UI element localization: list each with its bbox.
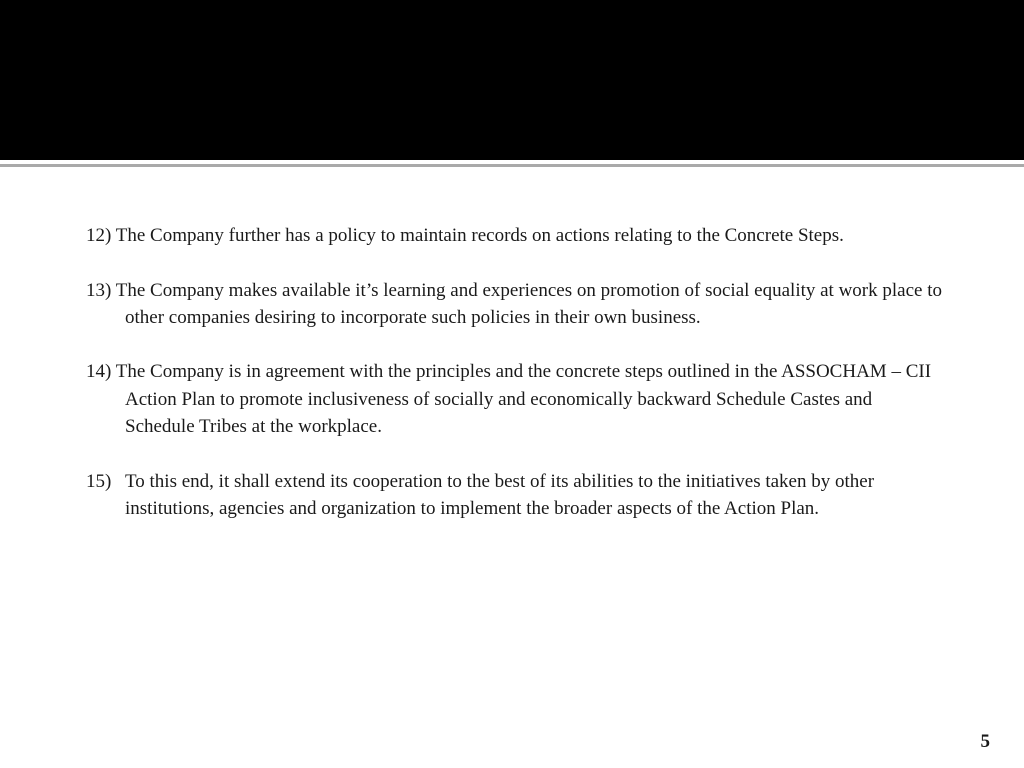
item-number: 13)	[86, 279, 112, 301]
item-text: The Company further has a policy to maintain records on actions relating to the Concrete Steps.	[115, 225, 844, 246]
item-text: The Company is in agreement with the principles and the concrete steps outlined in the ASSOCHAM – CII Action Plan to promote inclusiveness of socially and economically backward Schedule Castes and Schedule Tribes at the workplace.	[115, 361, 932, 438]
item-number: 14)	[86, 361, 112, 383]
list-item-14	[86, 358, 946, 440]
item-text: To this end, it shall extend its cooperation to the best of its abilities to the initiatives taken by other institutions, agencies and organization to implement the broader aspects of the Action Plan.	[125, 470, 875, 519]
divider-line	[0, 164, 1024, 167]
list-item-15	[86, 468, 946, 523]
item-text: The Company makes available it’s learning and experiences on promotion of social equality at work place to other companies desiring to incorporate such policies in their own business.	[115, 279, 942, 328]
list-item-12	[86, 222, 946, 249]
title-bar	[0, 0, 1024, 160]
item-number: 15)	[86, 470, 112, 492]
item-number: 12)	[86, 225, 112, 246]
body-text	[86, 222, 946, 550]
page-number: 5	[980, 731, 990, 752]
list-item-13	[86, 277, 946, 332]
